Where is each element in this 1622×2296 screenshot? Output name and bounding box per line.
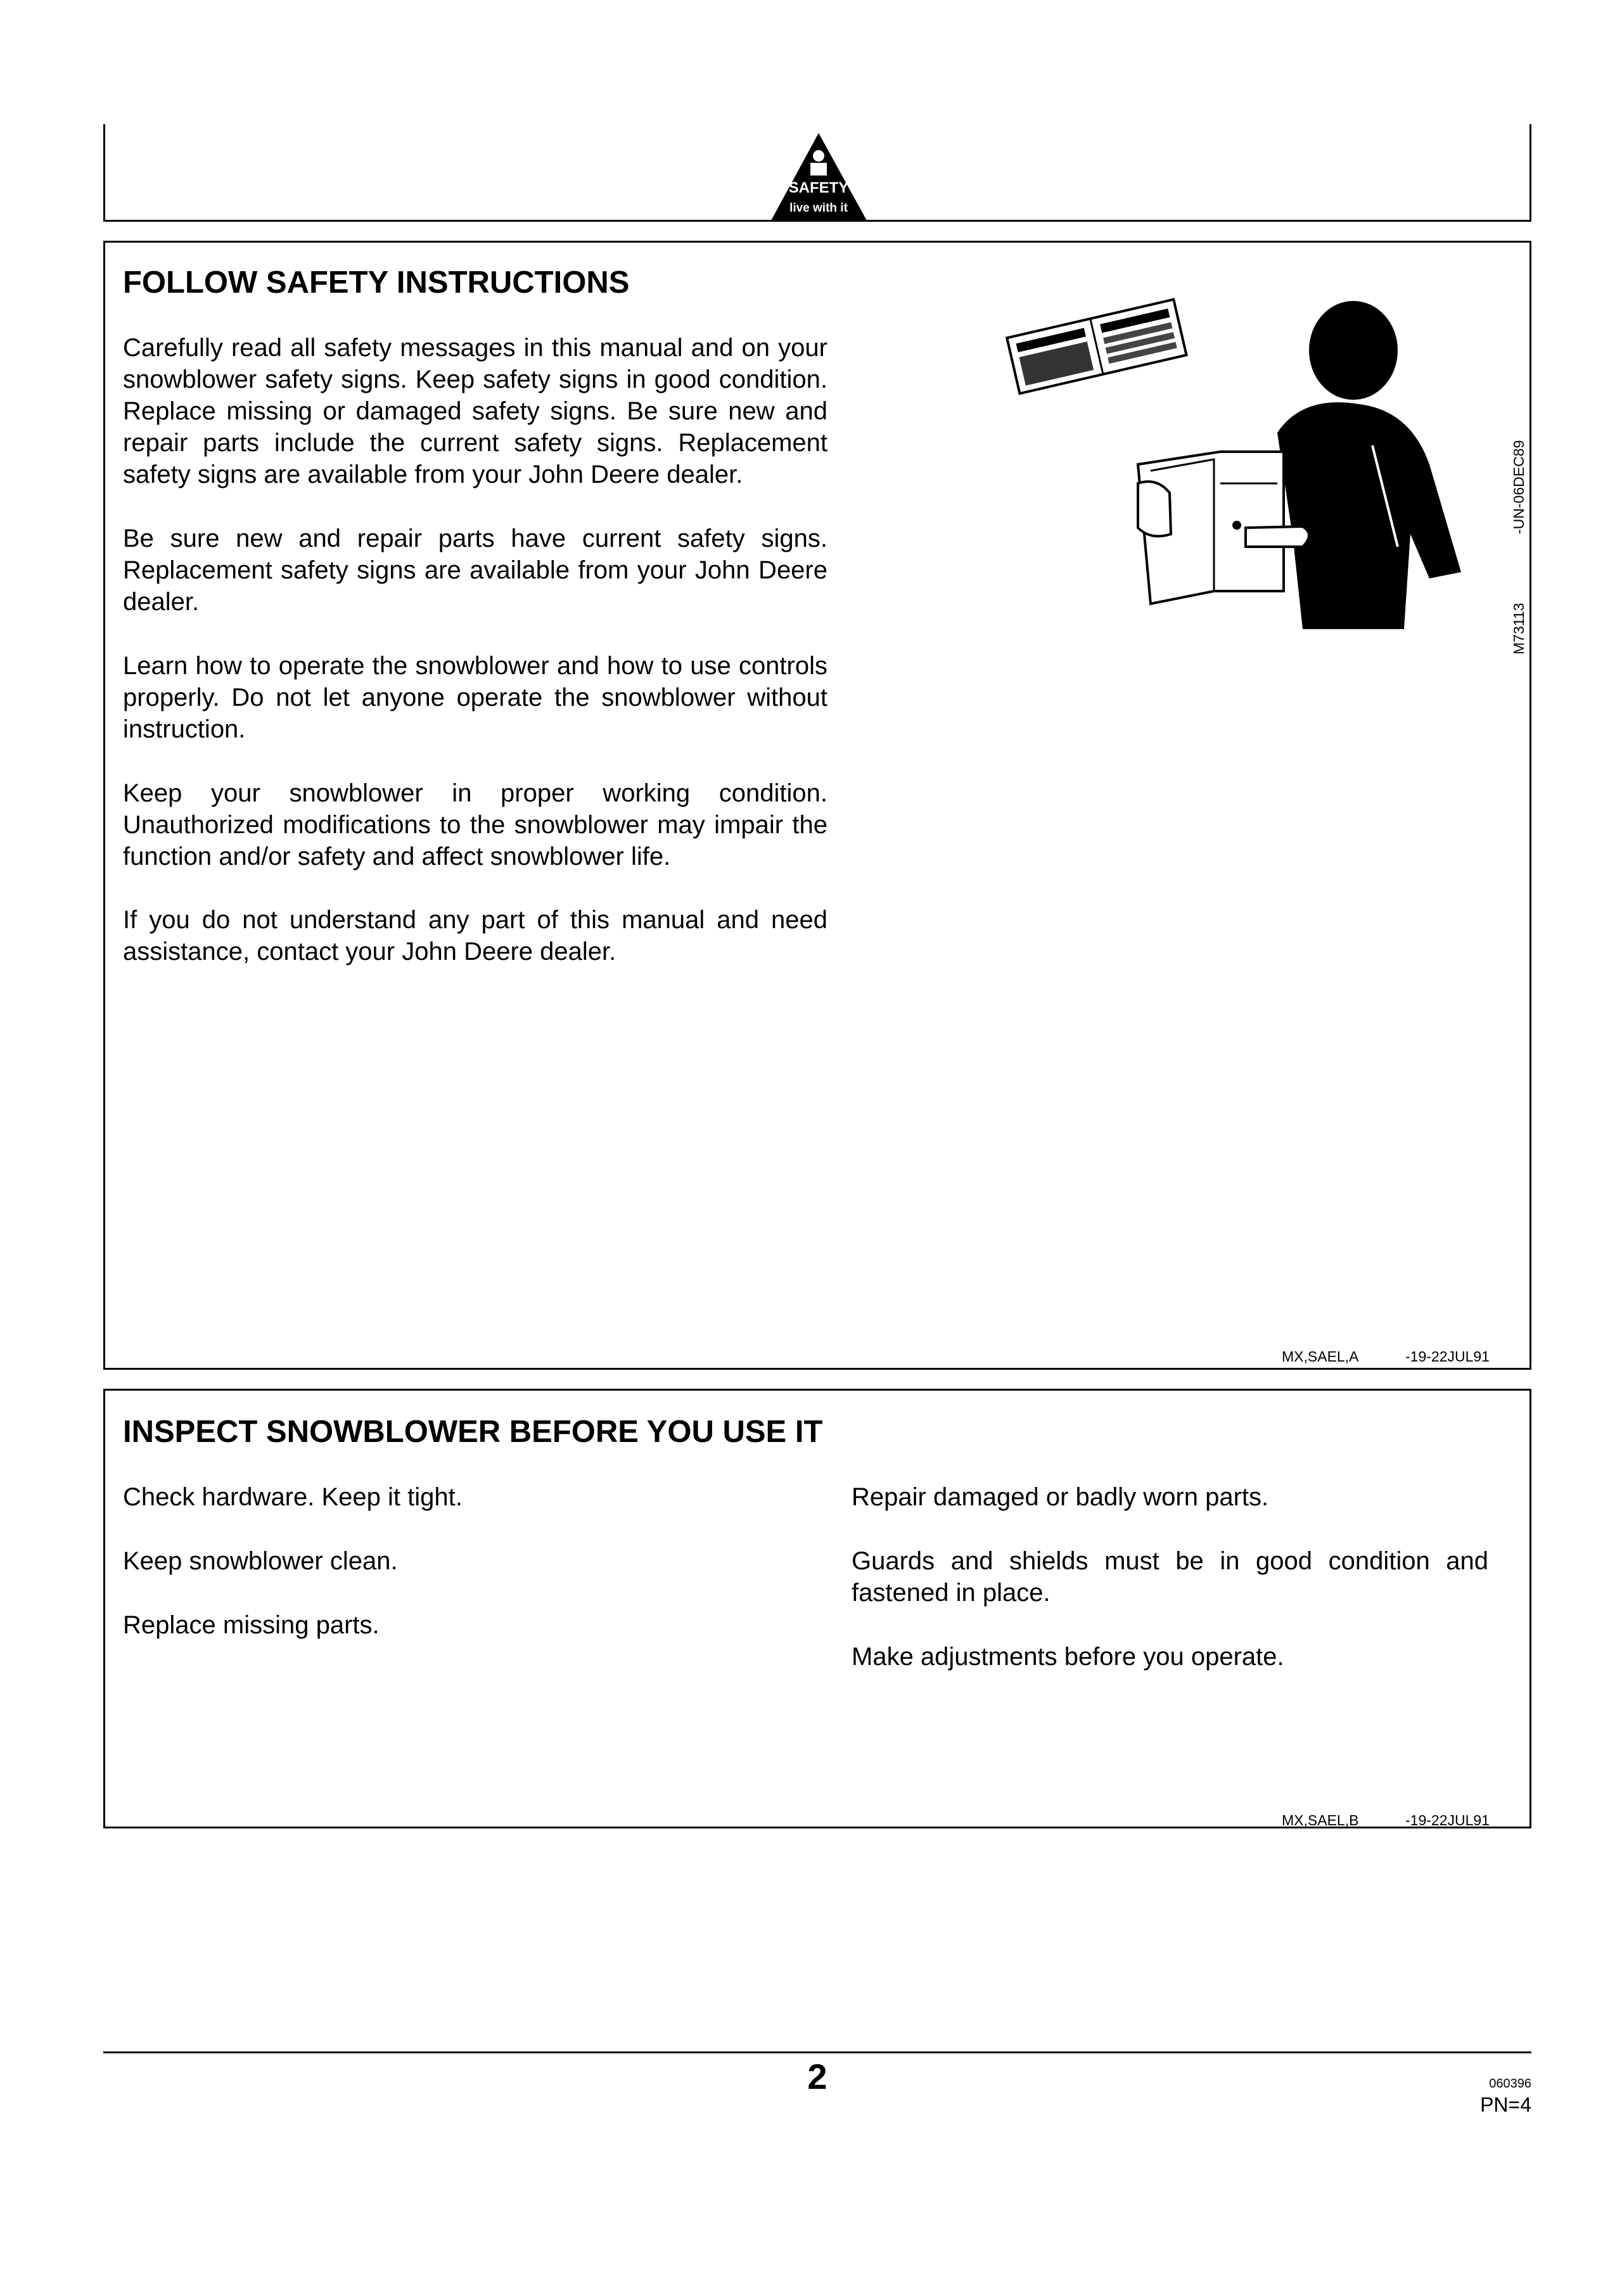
figure-code-date: -UN-06DEC89 xyxy=(1510,440,1527,534)
list-item: Replace missing parts. xyxy=(123,1611,380,1639)
list-item: Check hardware. Keep it tight. xyxy=(123,1483,463,1511)
footer-rule xyxy=(103,2051,1531,2053)
logo-text-safety: SAFETY xyxy=(788,179,849,196)
paragraph-read-safety-messages: Carefully read all safety messages in this manual and on your snowblower safety signs. Keep safety signs in good condition. Replace missing or damaged safety signs. Be sure new and repair parts include the current safety signs. Replacement safety signs are available from your John Deere dealer. xyxy=(123,334,827,488)
section-ref-code: MX,SAEL,B xyxy=(1282,1812,1359,1828)
paragraph-learn-controls: Learn how to operate the snowblower and how to use controls properly. Do not let anyone operate the snowblower without instruction. xyxy=(123,652,827,743)
section-ref-code: MX,SAEL,A xyxy=(1282,1348,1359,1365)
section-inspect-snowblower xyxy=(103,1389,1531,1828)
safety-triangle-icon xyxy=(770,132,868,222)
doc-code: 060396 xyxy=(1489,2077,1531,2091)
logo-text-tagline: live with it xyxy=(789,201,848,215)
section-title: INSPECT SNOWBLOWER BEFORE YOU USE IT xyxy=(123,1415,823,1449)
paragraph-working-condition: Keep your snowblower in proper working condition. Unauthorized modifications to the snowblower may impair the function and/or safety and affect snowblower life. xyxy=(123,779,827,871)
paragraph-contact-dealer: If you do not understand any part of this manual and need assistance, contact your John Deere dealer. xyxy=(123,906,827,966)
pn-label: PN=4 xyxy=(1480,2093,1531,2116)
paragraph-parts-signs: Be sure new and repair parts have current safety signs. Replacement safety signs are available from your John Deere dealer. xyxy=(123,525,827,616)
list-item: Repair damaged or badly worn parts. xyxy=(852,1483,1269,1511)
list-item: Guards and shields must be in good condition and fastened in place. xyxy=(852,1547,1488,1607)
figure-code-id: M73113 xyxy=(1510,603,1527,654)
section-ref-date: -19-22JUL91 xyxy=(1405,1812,1490,1828)
list-item: Keep snowblower clean. xyxy=(123,1547,398,1575)
section-ref-date: -19-22JUL91 xyxy=(1405,1348,1490,1365)
page-number: 2 xyxy=(807,2057,827,2096)
person-reading-manual-illustration xyxy=(948,274,1474,629)
section-follow-safety-instructions xyxy=(103,241,1531,1370)
list-item: Make adjustments before you operate. xyxy=(852,1643,1284,1671)
section-title: FOLLOW SAFETY INSTRUCTIONS xyxy=(123,265,630,300)
